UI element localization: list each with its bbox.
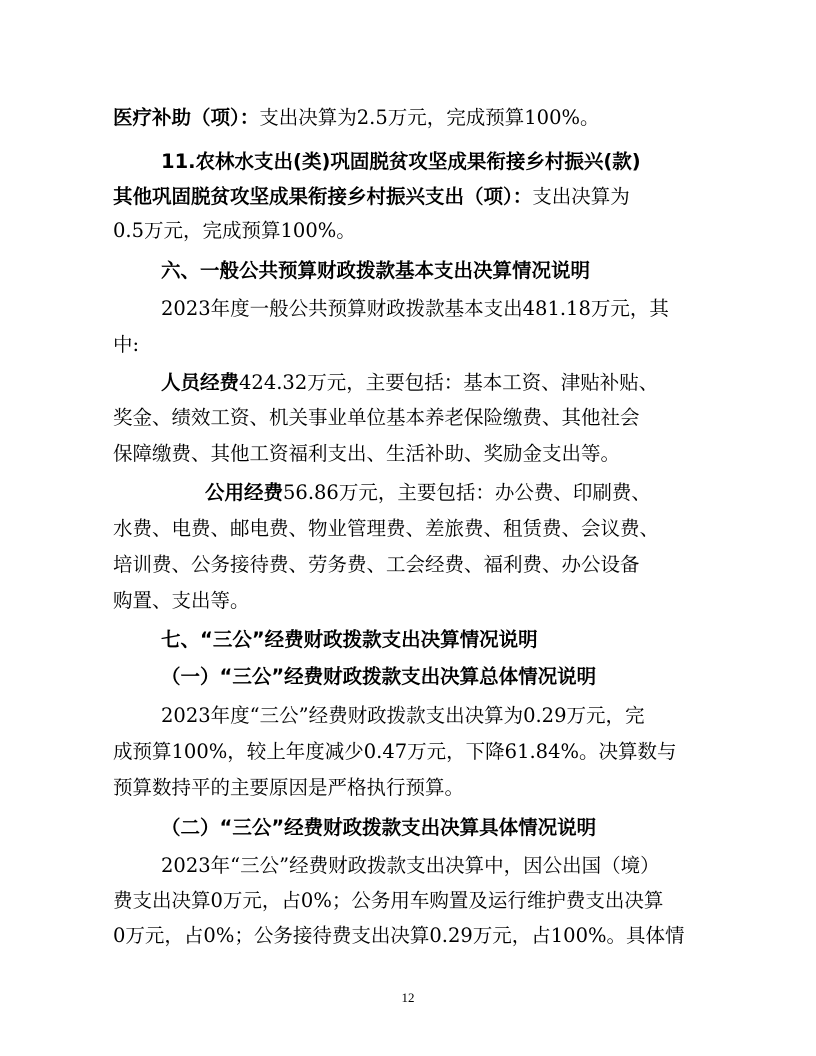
bold-label: 人员经费 xyxy=(161,371,240,394)
line-text: 424.32万元，主要包括：基本工资、津贴补贴、 xyxy=(239,371,659,394)
subsection-heading: （一）“三公”经费财政拨款支出决算总体情况说明 xyxy=(161,665,597,688)
page-number: 12 xyxy=(401,990,415,1005)
section-heading: 七、“三公”经费财政拨款支出决算情况说明 xyxy=(161,628,538,651)
line-text: 费支出决算0万元，占0%；公务用车购置及运行维护费支出决算 xyxy=(113,889,664,912)
text-line xyxy=(161,701,751,731)
line-text: 中: xyxy=(113,333,140,356)
text-line xyxy=(113,586,703,616)
text-line xyxy=(113,514,703,544)
text-line xyxy=(113,773,703,803)
text-line xyxy=(113,330,703,360)
text-line xyxy=(113,103,703,133)
line-text: 0.5万元，完成预算100%。 xyxy=(113,219,356,242)
line-text: 2023年度一般公共预算财政拨款基本支出481.18万元，其 xyxy=(161,297,669,320)
text-line xyxy=(113,182,703,212)
text-line xyxy=(113,439,703,469)
bold-label: 医疗补助（项）： xyxy=(113,106,260,129)
line-text: 2023年度“三公”经费财政拨款支出决算为0.29万元，完 xyxy=(161,704,645,727)
bold-label: 11.农林水支出(类)巩固脱贫攻坚成果衔接乡村振兴(款) xyxy=(161,150,641,173)
line-text: 支出决算为2.5万元，完成预算100%。 xyxy=(259,106,600,129)
line-text: 购置、支出等。 xyxy=(113,589,250,612)
bold-label: 其他巩固脱贫攻坚成果衔接乡村振兴支出（项）： xyxy=(113,185,533,208)
text-line xyxy=(113,886,703,916)
text-line xyxy=(113,403,703,433)
text-line xyxy=(113,737,703,767)
text-line xyxy=(161,368,751,398)
text-line xyxy=(161,851,751,881)
line-text: 成预算100%，较上年度减少0.47万元，下降61.84%。决算数与 xyxy=(113,740,677,763)
text-line xyxy=(161,147,751,177)
text-line xyxy=(205,478,795,508)
text-line xyxy=(113,550,703,580)
line-text: 水费、电费、邮电费、物业管理费、差旅费、租赁费、会议费、 xyxy=(113,517,660,540)
line-text: 保障缴费、其他工资福利支出、生活补助、奖励金支出等。 xyxy=(113,442,621,465)
line-text: 0万元，占0%；公务接待费支出决算0.29万元，占100%。具体情 xyxy=(113,924,685,947)
subsection-heading: （二）“三公”经费财政拨款支出决算具体情况说明 xyxy=(161,816,597,839)
text-line xyxy=(161,294,751,324)
line-text: 支出决算为 xyxy=(532,185,630,208)
line-text: 56.86万元，主要包括：办公费、印刷费、 xyxy=(283,481,651,504)
bold-label: 公用经费 xyxy=(205,481,284,504)
text-line xyxy=(113,921,703,951)
line-text: 奖金、绩效工资、机关事业单位基本养老保险缴费、其他社会 xyxy=(113,406,640,429)
text-line xyxy=(113,216,703,246)
line-text: 培训费、公务接待费、劳务费、工会经费、福利费、办公设备 xyxy=(113,553,640,576)
line-text: 2023年“三公”经费财政拨款支出决算中，因公出国（境） xyxy=(161,854,660,877)
section-heading: 六、一般公共预算财政拨款基本支出决算情况说明 xyxy=(161,259,591,282)
line-text: 预算数持平的主要原因是严格执行预算。 xyxy=(113,776,465,799)
